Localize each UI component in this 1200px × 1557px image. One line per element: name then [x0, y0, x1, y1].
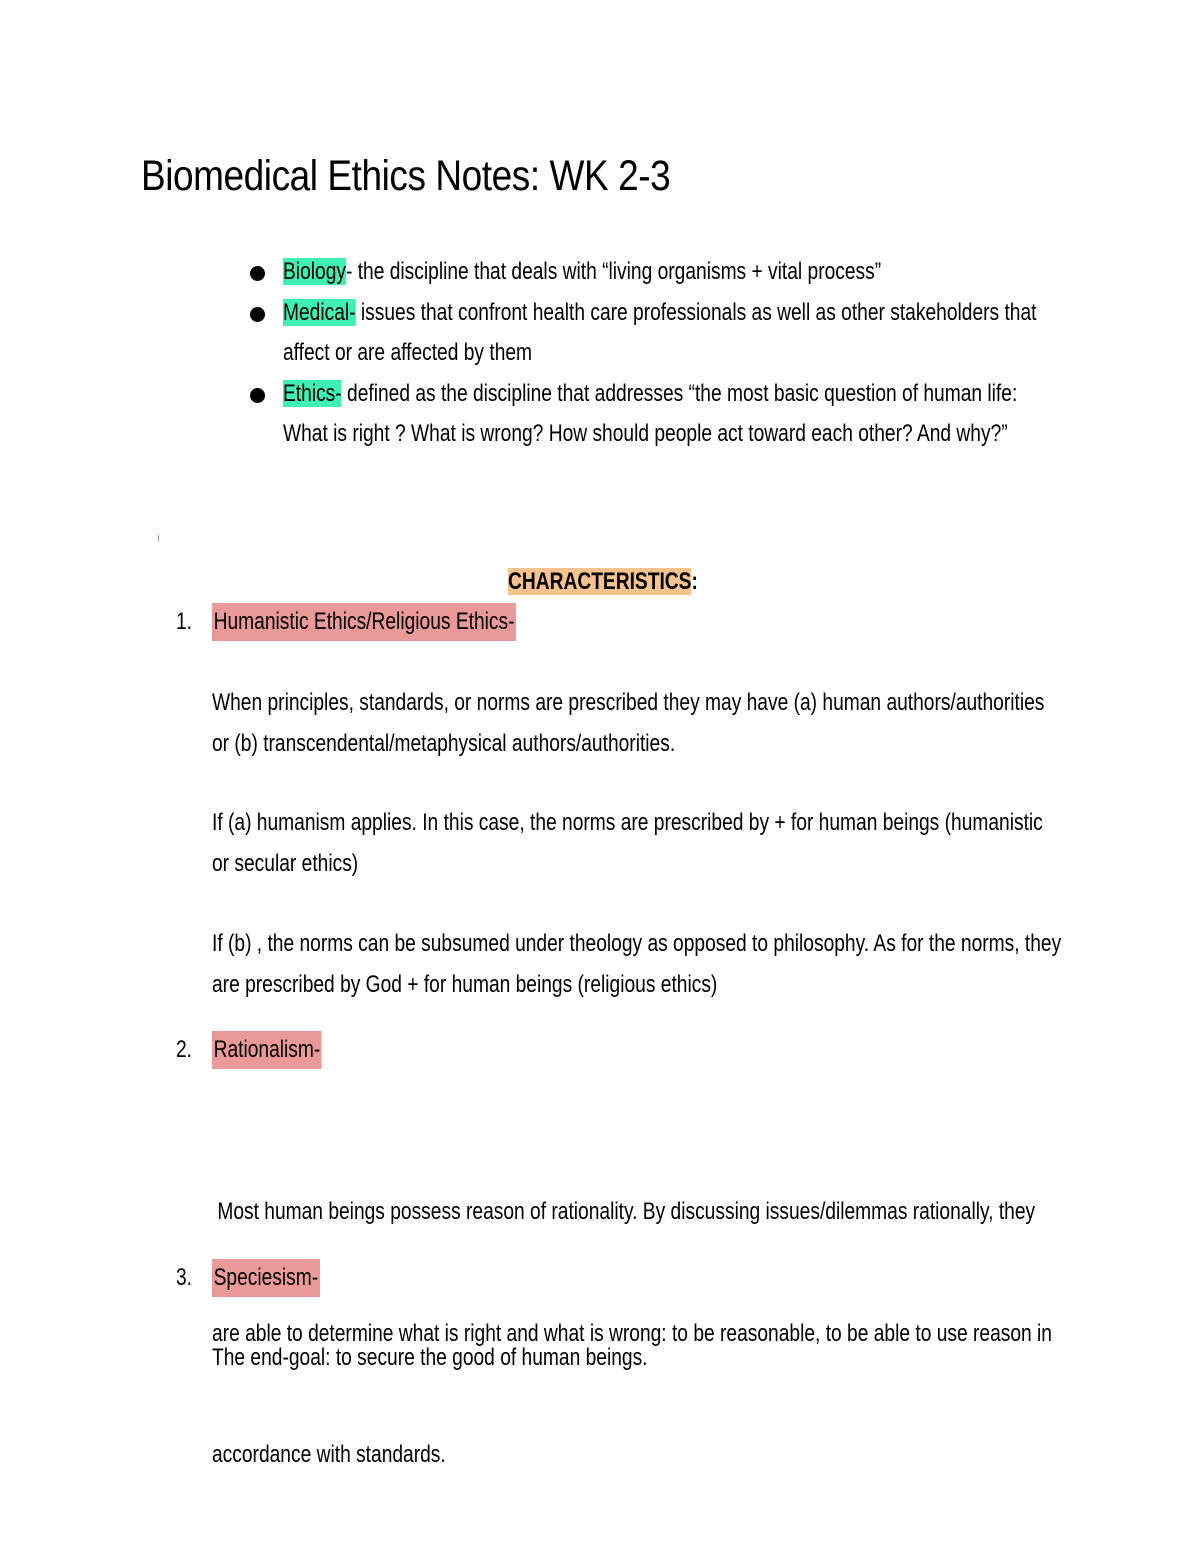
- paragraph-line: are prescribed by God + for human beings (religious ethics): [212, 970, 718, 998]
- paragraph: [212, 1111, 1052, 1557]
- bullet-icon: [250, 307, 265, 322]
- section-heading-suffix: :: [691, 568, 698, 595]
- paragraph: [212, 683, 1044, 764]
- definition-line: [283, 374, 1017, 415]
- definition-text: issues that confront health care professionals as well as other stakeholders that: [355, 298, 1037, 326]
- definition-text: What is right ? What is wrong? How should people act toward each other? And why?”: [283, 420, 1008, 447]
- section-heading-text: CHARACTERISTICS: [508, 568, 692, 595]
- section-heading: [508, 563, 698, 601]
- paragraph-line: If (a) humanism applies. In this case, the norms are prescribed by + for human beings (humanistic: [212, 809, 1043, 836]
- bullet-icon: [250, 266, 265, 281]
- item-label: Rationalism-: [212, 1031, 322, 1069]
- paragraph-line: are able to determine what is right and what is wrong: to be reasonable, to be able to use reason in: [212, 1319, 1052, 1347]
- bullet-icon: [250, 388, 265, 403]
- paragraph-line: Most human beings possess reason of rationality. By discussing issues/dilemmas rationally, they: [212, 1198, 1036, 1225]
- paragraph-line: or secular ethics): [212, 849, 359, 877]
- definition-line: [283, 293, 1036, 334]
- paragraph: [212, 924, 1061, 1005]
- paragraph: [212, 803, 1043, 884]
- item-number: 2.: [176, 1036, 193, 1063]
- item-label: Humanistic Ethics/Religious Ethics-: [212, 603, 516, 641]
- paragraph: [212, 1338, 648, 1379]
- definition-text: defined as the discipline that addresses “the most basic question of human life:: [341, 379, 1018, 407]
- page-title: Biomedical Ethics Notes: WK 2-3: [141, 152, 671, 200]
- item-label: Speciesism-: [212, 1259, 320, 1297]
- definition-term: Ethics-: [283, 379, 342, 407]
- definition-term: Medical-: [283, 298, 356, 326]
- definition-term: Biology: [283, 258, 346, 285]
- item-number: 1.: [176, 608, 193, 635]
- definition-text: affect or are affected by them: [283, 339, 533, 366]
- paragraph-line: When principles, standards, or norms are prescribed they may have (a) human authors/authorities: [212, 689, 1045, 716]
- stray-mark: [158, 535, 159, 541]
- paragraph-line: If (b) , the norms can be subsumed under theology as opposed to philosophy. As for the norms, they: [212, 930, 1062, 957]
- definition-line: [283, 252, 881, 293]
- definition-text: - the discipline that deals with “living organisms + vital process”: [345, 258, 882, 285]
- item-number: 3.: [176, 1264, 193, 1291]
- paragraph-line: accordance with standards.: [212, 1441, 446, 1468]
- paragraph-line: The end-goal: to secure the good of human beings.: [212, 1344, 648, 1371]
- paragraph-line: or (b) transcendental/metaphysical authors/authorities.: [212, 729, 676, 757]
